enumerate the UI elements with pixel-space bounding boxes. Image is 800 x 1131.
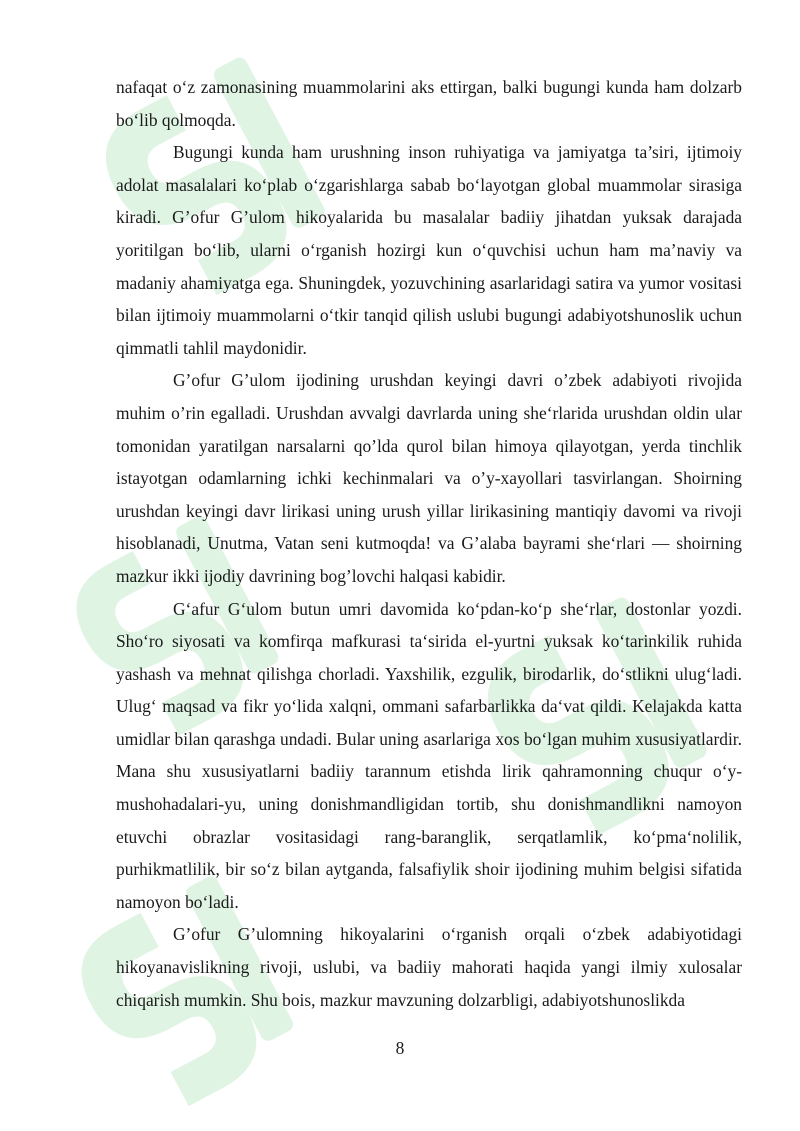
page-body: [116, 71, 742, 1016]
paragraph-continuation: nafaqat o‘z zamonasining muammolarini aks ettirgan, balki bugungi kunda ham dolzarb bo‘lib qolmoqda.: [116, 77, 742, 130]
paragraph-lifetime-work: G‘afur G‘ulom butun umri davomida ko‘pdan-ko‘p she‘rlar, dostonlar yozdi. Sho‘ro siyosati va komfirqa mafkurasi ta‘sirida el-yurtni yuksak ko‘tarinkilik ruhida yashash va mehnat qilishga chorladi. Yaxshilik, ezgulik, birodarlik, do‘stlikni ulug‘ladi. Ulug‘ maqsad va fikr yo‘lida xalqni, ommani safarbarlikka da‘vat qildi. Kelajakda katta umidlar bilan qarashga undadi. Bular uning asarlariga xos bo‘lgan muhim xususiyatlardir. Mana shu xususiyatlarni badiiy tarannum etishda lirik qahramonning chuqur o‘y-mushohadalari-yu, uning donishmandligidan tortib, shu donishmandlikni namoyon etuvchi obrazlar vositasidagi rang-baranglik, serqatlamlik, ko‘pma‘nolilik, purhikmatlilik, bir so‘z bilan aytganda, falsafiylik shoir ijodining muhim belgisi sifatida namoyon bo‘ladi.: [116, 598, 742, 912]
paragraph-postwar-period: G’ofur G’ulom ijodining urushdan keyingi davri o’zbek adabiyoti rivojida muhim o’rin egalladi. Urushdan avvalgi davrlarda uning she‘rlarida urushdan oldin ular tomonidan yaratilgan narsalarni qo’lda qurol bilan himoya qilayotgan, yerda tinchlik istayotgan odamlarning ichki kechinmalari va o’y-xayollari tasvirlangan. Shoirning urushdan keyingi davr lirikasi uning urush yillar lirikasining mantiqiy davomi va rivoji hisoblanadi, Unutma, Vatan seni kutmoqda! va G’alaba bayrami she‘rlari — shoirning mazkur ikki ijodiy davrining bog’lovchi halqasi kabidir.: [116, 370, 742, 586]
paragraph-stories-study: G’ofur G’ulomning hikoyalarini o‘rganish orqali o‘zbek adabiyotidagi hikoyanavislikning rivoji, uslubi, va badiiy mahorati haqida yangi ilmiy xulosalar chiqarish mumkin. Shu bois, mazkur mavzuning dolzarbligi, adabiyotshunoslikda: [116, 924, 742, 1010]
page-number: 8: [395, 1038, 405, 1058]
paragraph-relevance: Bugungi kunda ham urushning inson ruhiyatiga va jamiyatga ta’siri, ijtimoiy adolat masalalari ko‘plab o‘zgarishlarga sabab bo‘layotgan global muammolar sirasiga kiradi. G’ofur G’ulom hikoyalarida bu masalalar badiiy jihatdan yuksak darajada yoritilgan bo‘lib, ularni o‘rganish hozirgi kun o‘quvchisi uchun ham ma’naviy va madaniy ahamiyatga ega. Shuningdek, yozuvchining asarlaridagi satira va yumor vositasi bilan ijtimoiy muammolarni o‘tkir tanqid qilish uslubi bugungi adabiyotshunoslik uchun qimmatli tahlil maydonidir.: [116, 142, 742, 358]
